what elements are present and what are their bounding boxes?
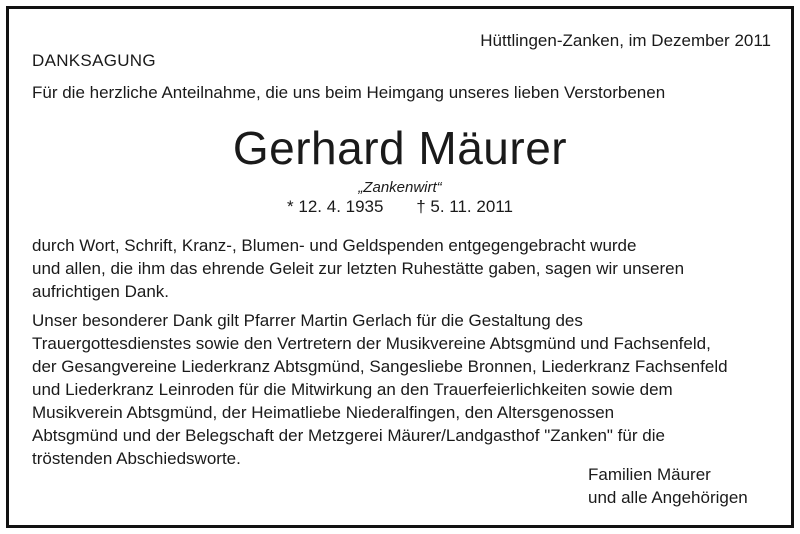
paragraph-line: durch Wort, Schrift, Kranz-, Blumen- und Geldspenden entgegengebracht wurde — [32, 236, 637, 255]
paragraph-line: Trauergottesdienstes sowie den Vertretern der Musikvereine Abtsgmünd und Fachsenfeld, — [32, 334, 711, 353]
life-dates — [9, 197, 791, 217]
birth-date: * 12. 4. 1935 — [287, 197, 384, 216]
deceased-name: Gerhard Mäurer — [232, 122, 568, 174]
obituary-notice — [6, 6, 794, 528]
paragraph-line: der Gesangvereine Liederkranz Abtsgmünd, Sangesliebe Bronnen, Liederkranz Fachsenfeld — [32, 357, 728, 376]
paragraph-line: Unser besonderer Dank gilt Pfarrer Martin Gerlach für die Gestaltung des — [32, 311, 583, 330]
paragraph-line: Musikverein Abtsgmünd, der Heimatliebe Niederalfingen, den Altersgenossen — [32, 403, 615, 422]
paragraph-line: aufrichtigen Dank. — [32, 282, 170, 301]
paragraph-line: tröstenden Abschiedsworte. — [32, 449, 241, 468]
special-thanks-paragraph — [32, 309, 728, 470]
signature-line: und alle Angehörigen — [588, 488, 748, 507]
thanks-paragraph — [32, 234, 684, 303]
paragraph-line: und allen, die ihm das ehrende Geleit zur letzten Ruhestätte gaben, sagen wir unseren — [32, 259, 685, 278]
signature-block — [588, 463, 748, 509]
notice-heading: DANKSAGUNG — [32, 51, 156, 70]
place-date: Hüttlingen-Zanken, im Dezember 2011 — [480, 31, 771, 50]
paragraph-line: und Liederkranz Leinroden für die Mitwirkung an den Trauerfeierlichkeiten sowie dem — [32, 380, 673, 399]
signature-line: Familien Mäurer — [588, 465, 711, 484]
paragraph-line: Abtsgmünd und der Belegschaft der Metzgerei Mäurer/Landgasthof "Zanken" für die — [32, 426, 665, 445]
intro-text: Für die herzliche Anteilnahme, die uns beim Heimgang unseres lieben Verstorbenen — [32, 83, 666, 102]
death-date: † 5. 11. 2011 — [416, 197, 513, 216]
deceased-nickname: „Zankenwirt“ — [358, 179, 442, 196]
